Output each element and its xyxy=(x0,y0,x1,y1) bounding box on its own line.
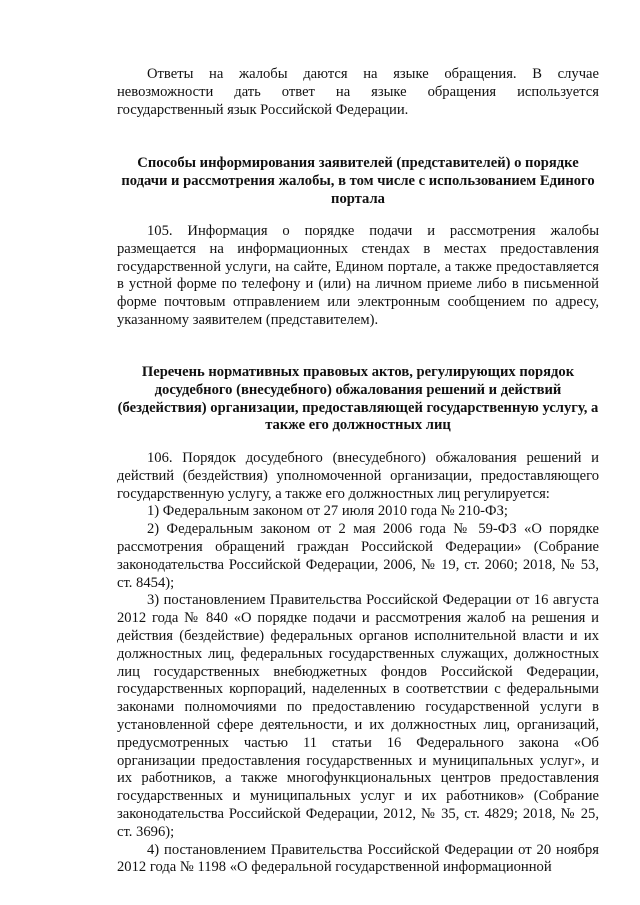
heading-informing: Способы информирования заявителей (представителей) о порядке подачи и рассмотрения жалобы, в том числе с использованием Единого портала xyxy=(121,155,595,207)
list-item: 2) Федеральным законом от 2 мая 2006 года № 59-ФЗ «О порядке рассмотрения обращений граждан Российской Федерации» (Собрание законодательства Российской Федерации, 2006, № 19, ст. 2060; 2018, № 53, ст. 8454); xyxy=(117,521,599,591)
list-item: 1) Федеральным законом от 27 июля 2010 года № 210-ФЗ; xyxy=(147,503,508,520)
paragraph-intro: Ответы на жалобы даются на языке обращения. В случае невозможности дать ответ на языке обращения используется государственный язык Российской Федерации. xyxy=(117,66,599,118)
section-106 xyxy=(117,450,599,877)
paragraph-106: 106. Порядок досудебного (внесудебного) обжалования решений и действий (бездействия) уполномоченной организации, предоставляющего государственную услугу, а также его должностных лиц регулируется: xyxy=(117,450,599,502)
heading-normative-acts: Перечень нормативных правовых актов, регулирующих порядок досудебного (внесудебного) обжалования решений и действий (бездействия) организации, предоставляющей государственную услугу, а также его должностных лиц xyxy=(117,364,599,434)
list-item: 4) постановлением Правительства Российской Федерации от 20 ноября 2012 года № 1198 «О федеральной государственной информационной xyxy=(117,841,599,876)
paragraph-105: 105. Информация о порядке подачи и рассмотрения жалобы размещается на информационных стендах в местах предоставления государственной услуги, на сайте, Едином портале, а также предоставляется в устной форме по телефону и (или) на личном приеме либо в письменной форме почтовым отправлением или электронным сообщением по адресу, указанному заявителем (представителем). xyxy=(117,223,599,328)
list-item: 3) постановлением Правительства Российской Федерации от 16 августа 2012 года № 840 «О порядке подачи и рассмотрения жалоб на решения и действия (бездействие) федеральных органов исполнительной власти и их должностных лиц, федеральных государственных служащих, должностных лиц государственных внебюджетных фондов Российской Федерации, государственных корпораций, наделенных в соответствии с федеральными законами полномочиями по предоставлению государственной услуги в установленной сфере деятельности, и их должностных лиц, организаций, предусмотренных частью 11 статьи 16 Федерального закона «Об организации предоставления государственных и муниципальных услуг», и их работников, а также многофункциональных центров предоставления государственных и муниципальных услуг и их работников» (Собрание законодательства Российской Федерации, 2012, № 35, ст. 4829; 2018, № 25, ст. 3696); xyxy=(117,592,599,840)
